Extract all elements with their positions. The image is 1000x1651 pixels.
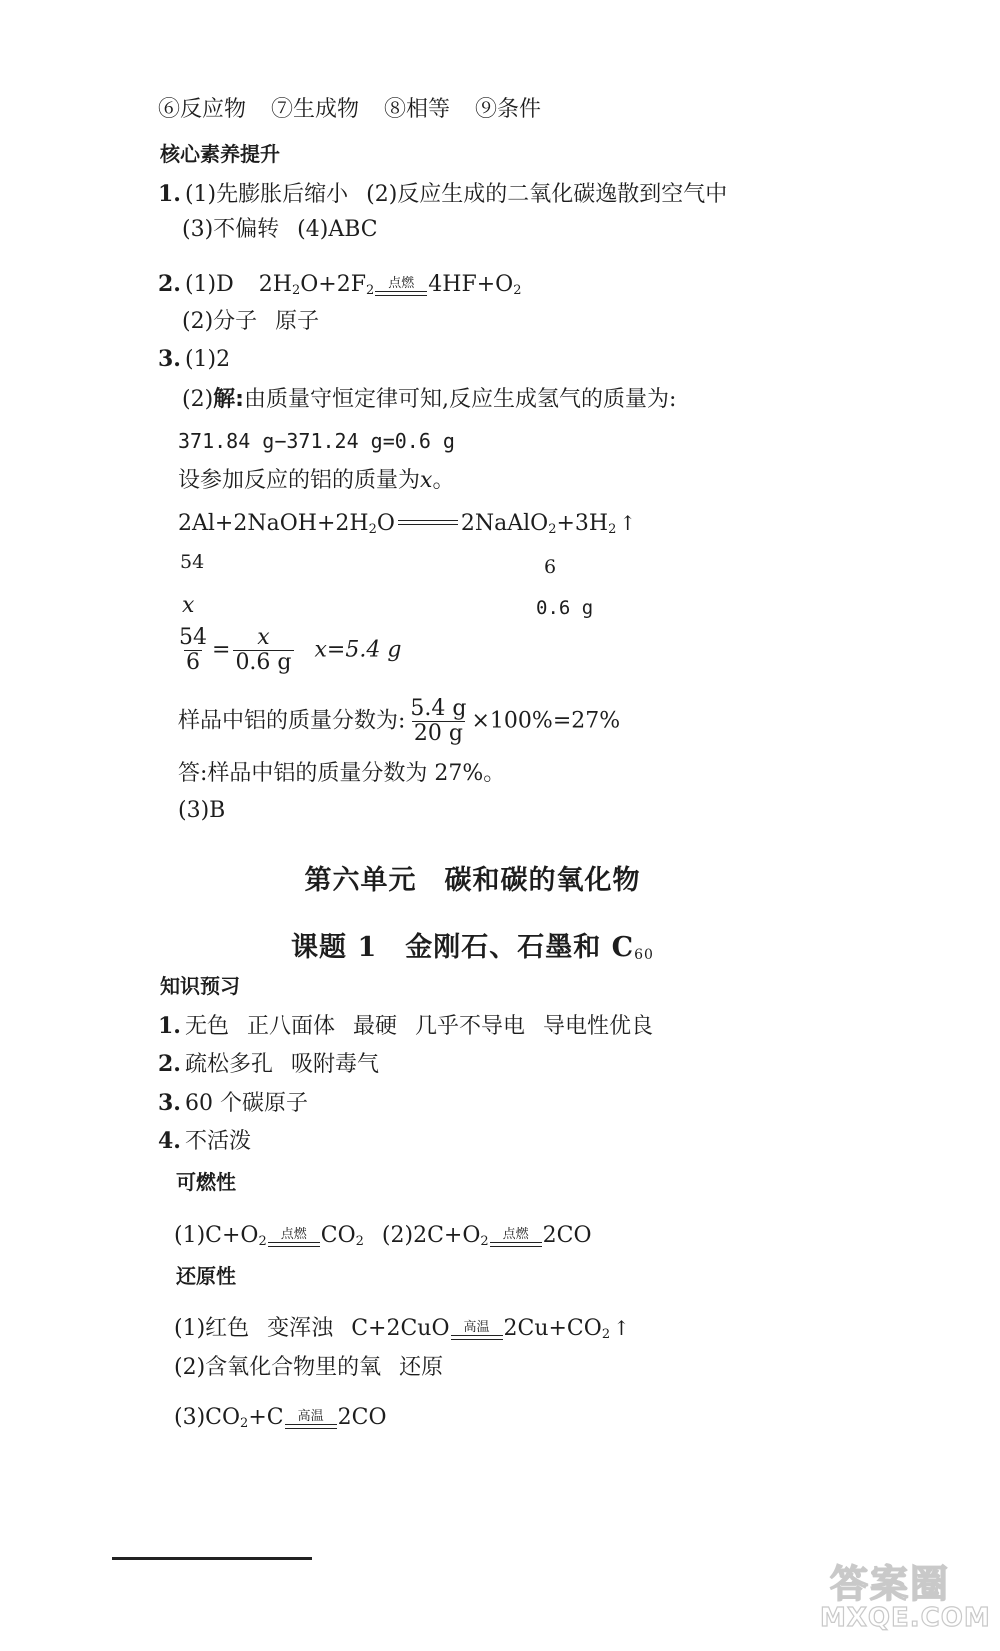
preview-2: 2. 疏松多孔 吸附毒气 (158, 1051, 379, 1077)
q2-line1: 2. (1)D $2H_2O+2F_2$ 点燃 $4HF+O_2$ (158, 271, 522, 298)
q3-mass-06: 0.6 g (536, 597, 594, 619)
reduction-3: $(3)CO_2+C$ 高温 2CO (174, 1405, 387, 1431)
q2-line2: (2)分子 原子 (182, 309, 320, 334)
preview-1: 1. 无色 正八面体 最硬 几乎不导电 导电性优良 (158, 1013, 654, 1039)
bottom-rule (112, 1557, 312, 1560)
q1-line1: 1. (1)先膨胀后缩小 (2)反应生成的二氧化碳逸散到空气中 (158, 181, 728, 207)
combustion-equations: $(1)C+O_2$ 点燃 $CO_2$ $(2)2C+O_2$ 点燃 2CO (174, 1223, 592, 1249)
q1-line2: (3)不偏转 (4)ABC (182, 217, 378, 242)
q3-var-x: x (182, 593, 195, 618)
section-heading-core: 核心素养提升 (160, 142, 280, 166)
subheading-reducibility: 还原性 (176, 1264, 236, 1288)
preview-3: 3. 60 个碳原子 (158, 1090, 308, 1116)
q3-mass-6: 6 (544, 556, 557, 578)
unit-title: 第六单元 碳和碳的氧化物 (304, 865, 641, 896)
q3-solution-intro: (2)解:由质量守恒定律可知,反应生成氢气的质量为: (182, 387, 677, 412)
lesson-title: 课题 1 金刚石、石墨和 $C_{60}$ (291, 932, 654, 963)
q3-proportion: $\frac{54}{6}$ = $\frac{x}{0.6 g}$ x=5.4 g (179, 625, 402, 675)
q3-mass-54: 54 (180, 551, 205, 573)
answer-line-6-9: ⑥反应物 ⑦生成物 ⑧相等 ⑨条件 (158, 97, 542, 122)
q3-let: 设参加反应的铝的质量为x。 (178, 468, 455, 493)
subheading-combustibility: 可燃性 (176, 1170, 236, 1194)
q2-equation: $2H_2O+2F_2$ 点燃 $4HF+O_2$ (258, 272, 522, 298)
reduction-2: (2)含氧化合物里的氧 还原 (174, 1355, 444, 1380)
reduction-1: (1)红色 变浑浊 C+2CuO 高温 $2Cu+CO_2$ ↑ (174, 1316, 630, 1342)
q3-calc: 371.84 g−371.24 g=0.6 g (178, 429, 455, 453)
preview-4: 4. 不活泼 (158, 1128, 251, 1154)
watermark-logo: 答案圈 MXQE.COM (820, 1562, 991, 1633)
q3-mass-fraction: 样品中铝的质量分数为: $\frac{5.4 g}{20 g}$ ×100%=27% (178, 696, 621, 746)
q3-equation: $2Al+2NaOH+2H_2O$ $2NaAlO_2+3H_2$ ↑ (178, 511, 637, 537)
q3-part3: (3)B (178, 798, 226, 823)
section-heading-preview: 知识预习 (160, 974, 240, 998)
q3-answer: 答:样品中铝的质量分数为 27%。 (178, 761, 506, 786)
q3-line1: 3. (1)2 (158, 346, 231, 372)
